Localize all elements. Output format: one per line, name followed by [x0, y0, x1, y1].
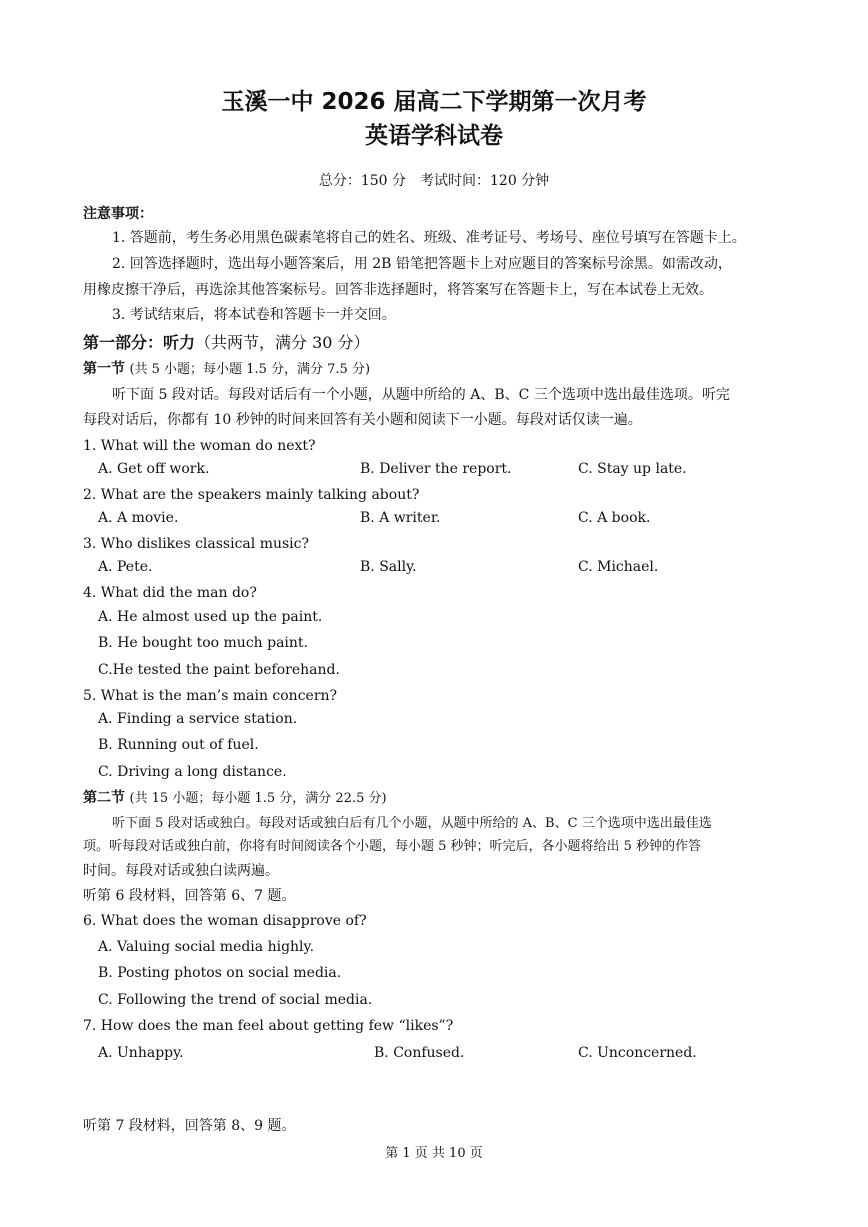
- notice-heading: 注意事项：: [83, 206, 153, 222]
- section2-instr-line1: 听下面 5 段对话或独白。每段对话或独白后有几个小题，从题中所给的 A、B、C 三个选项中选出最佳选: [112, 816, 712, 831]
- section2-heading: [83, 789, 387, 808]
- question-7-option-a: A. Unhappy.: [98, 1045, 184, 1061]
- question-7-stem: 7. How does the man feel about getting few “likes”?: [83, 1018, 454, 1034]
- exam-info: 总分：150 分 考试时间：120 分钟: [318, 173, 550, 189]
- question-2-stem: 2. What are the speakers mainly talking about?: [83, 487, 420, 503]
- question-5-option-a: A. Finding a service station.: [98, 711, 298, 727]
- question-4-option-b: B. He bought too much paint.: [98, 635, 309, 651]
- section2-instr-line3: 时间。每段对话或独白读两遍。: [83, 863, 279, 879]
- question-4-stem: 4. What did the man do?: [83, 585, 257, 601]
- question-5-option-c: C. Driving a long distance.: [98, 764, 287, 780]
- question-4-option-a: A. He almost used up the paint.: [98, 609, 323, 625]
- question-5-option-b: B. Running out of fuel.: [98, 737, 259, 753]
- question-3-option-a: A. Pete.: [98, 559, 153, 575]
- section2-instr-line2: 项。听每段对话或独白前，你将有时间阅读各个小题，每小题 5 秒钟；听完后，各小题将给出 5 秒钟的作答: [83, 839, 702, 854]
- question-1-option-b: B. Deliver the report.: [360, 461, 512, 477]
- section1-heading: [83, 360, 370, 379]
- page-footer: 第 1 页 共 10 页: [385, 1146, 483, 1161]
- question-5-stem: 5. What is the man’s main concern?: [83, 688, 338, 704]
- notice-item-2-line2: 用橡皮擦干净后，再选涂其他答案标号。回答非选择题时，将答案写在答题卡上，写在本试卷上无效。: [83, 282, 713, 298]
- material-6-label: 听第 6 段材料，回答第 6、7 题。: [83, 888, 296, 904]
- question-7-option-c: C. Unconcerned.: [578, 1045, 697, 1061]
- exam-title-line1: 玉溪一中 2026 届高二下学期第一次月考: [221, 89, 647, 115]
- exam-title-line2: 英语学科试卷: [365, 123, 503, 149]
- section1-heading-rest: (共 5 小题；每小题 1.5 分，满分 7.5 分): [129, 362, 371, 377]
- question-1-option-c: C. Stay up late.: [578, 461, 687, 477]
- part1-heading-rest: （共两节，满分 30 分）: [195, 333, 370, 352]
- question-1-stem: 1. What will the woman do next?: [83, 438, 316, 454]
- question-2-option-b: B. A writer.: [360, 510, 441, 526]
- question-6-option-a: A. Valuing social media highly.: [98, 939, 315, 955]
- question-6-option-b: B. Posting photos on social media.: [98, 965, 342, 981]
- part1-heading-bold: 第一部分：听力: [83, 333, 196, 352]
- section1-instr-line1: 听下面 5 段对话。每段对话后有一个小题，从题中所给的 A、B、C 三个选项中选出最佳选项。听完: [112, 387, 730, 403]
- question-7-option-b: B. Confused.: [374, 1045, 465, 1061]
- material-7-label: 听第 7 段材料，回答第 8、9 题。: [83, 1118, 296, 1134]
- question-6-stem: 6. What does the woman disapprove of?: [83, 913, 367, 929]
- section1-instr-line2: 每段对话后，你都有 10 秒钟的时间来回答有关小题和阅读下一小题。每段对话仅读一遍。: [83, 412, 642, 428]
- question-6-option-c: C. Following the trend of social media.: [98, 992, 373, 1008]
- section1-heading-bold: 第一节: [83, 361, 125, 377]
- question-3-stem: 3. Who dislikes classical music?: [83, 536, 310, 552]
- section2-heading-bold: 第二节: [83, 790, 125, 806]
- question-1-option-a: A. Get off work.: [98, 461, 210, 477]
- notice-item-1: 1. 答题前，考生务必用黑色碳素笔将自己的姓名、班级、准考证号、考场号、座位号填写在答题卡上。: [112, 230, 746, 246]
- question-3-option-c: C. Michael.: [578, 559, 659, 575]
- part1-heading: [83, 333, 370, 353]
- question-4-option-c: C.He tested the paint beforehand.: [98, 662, 340, 678]
- section2-heading-rest: (共 15 小题；每小题 1.5 分，满分 22.5 分): [129, 791, 387, 806]
- question-2-option-a: A. A movie.: [98, 510, 179, 526]
- notice-item-2-line1: 2. 回答选择题时，选出每小题答案后，用 2B 铅笔把答题卡上对应题目的答案标号涂黑。如需改动，: [112, 256, 732, 272]
- question-3-option-b: B. Sally.: [360, 559, 417, 575]
- notice-item-3: 3. 考试结束后，将本试卷和答题卡一并交回。: [112, 307, 396, 323]
- question-2-option-c: C. A book.: [578, 510, 651, 526]
